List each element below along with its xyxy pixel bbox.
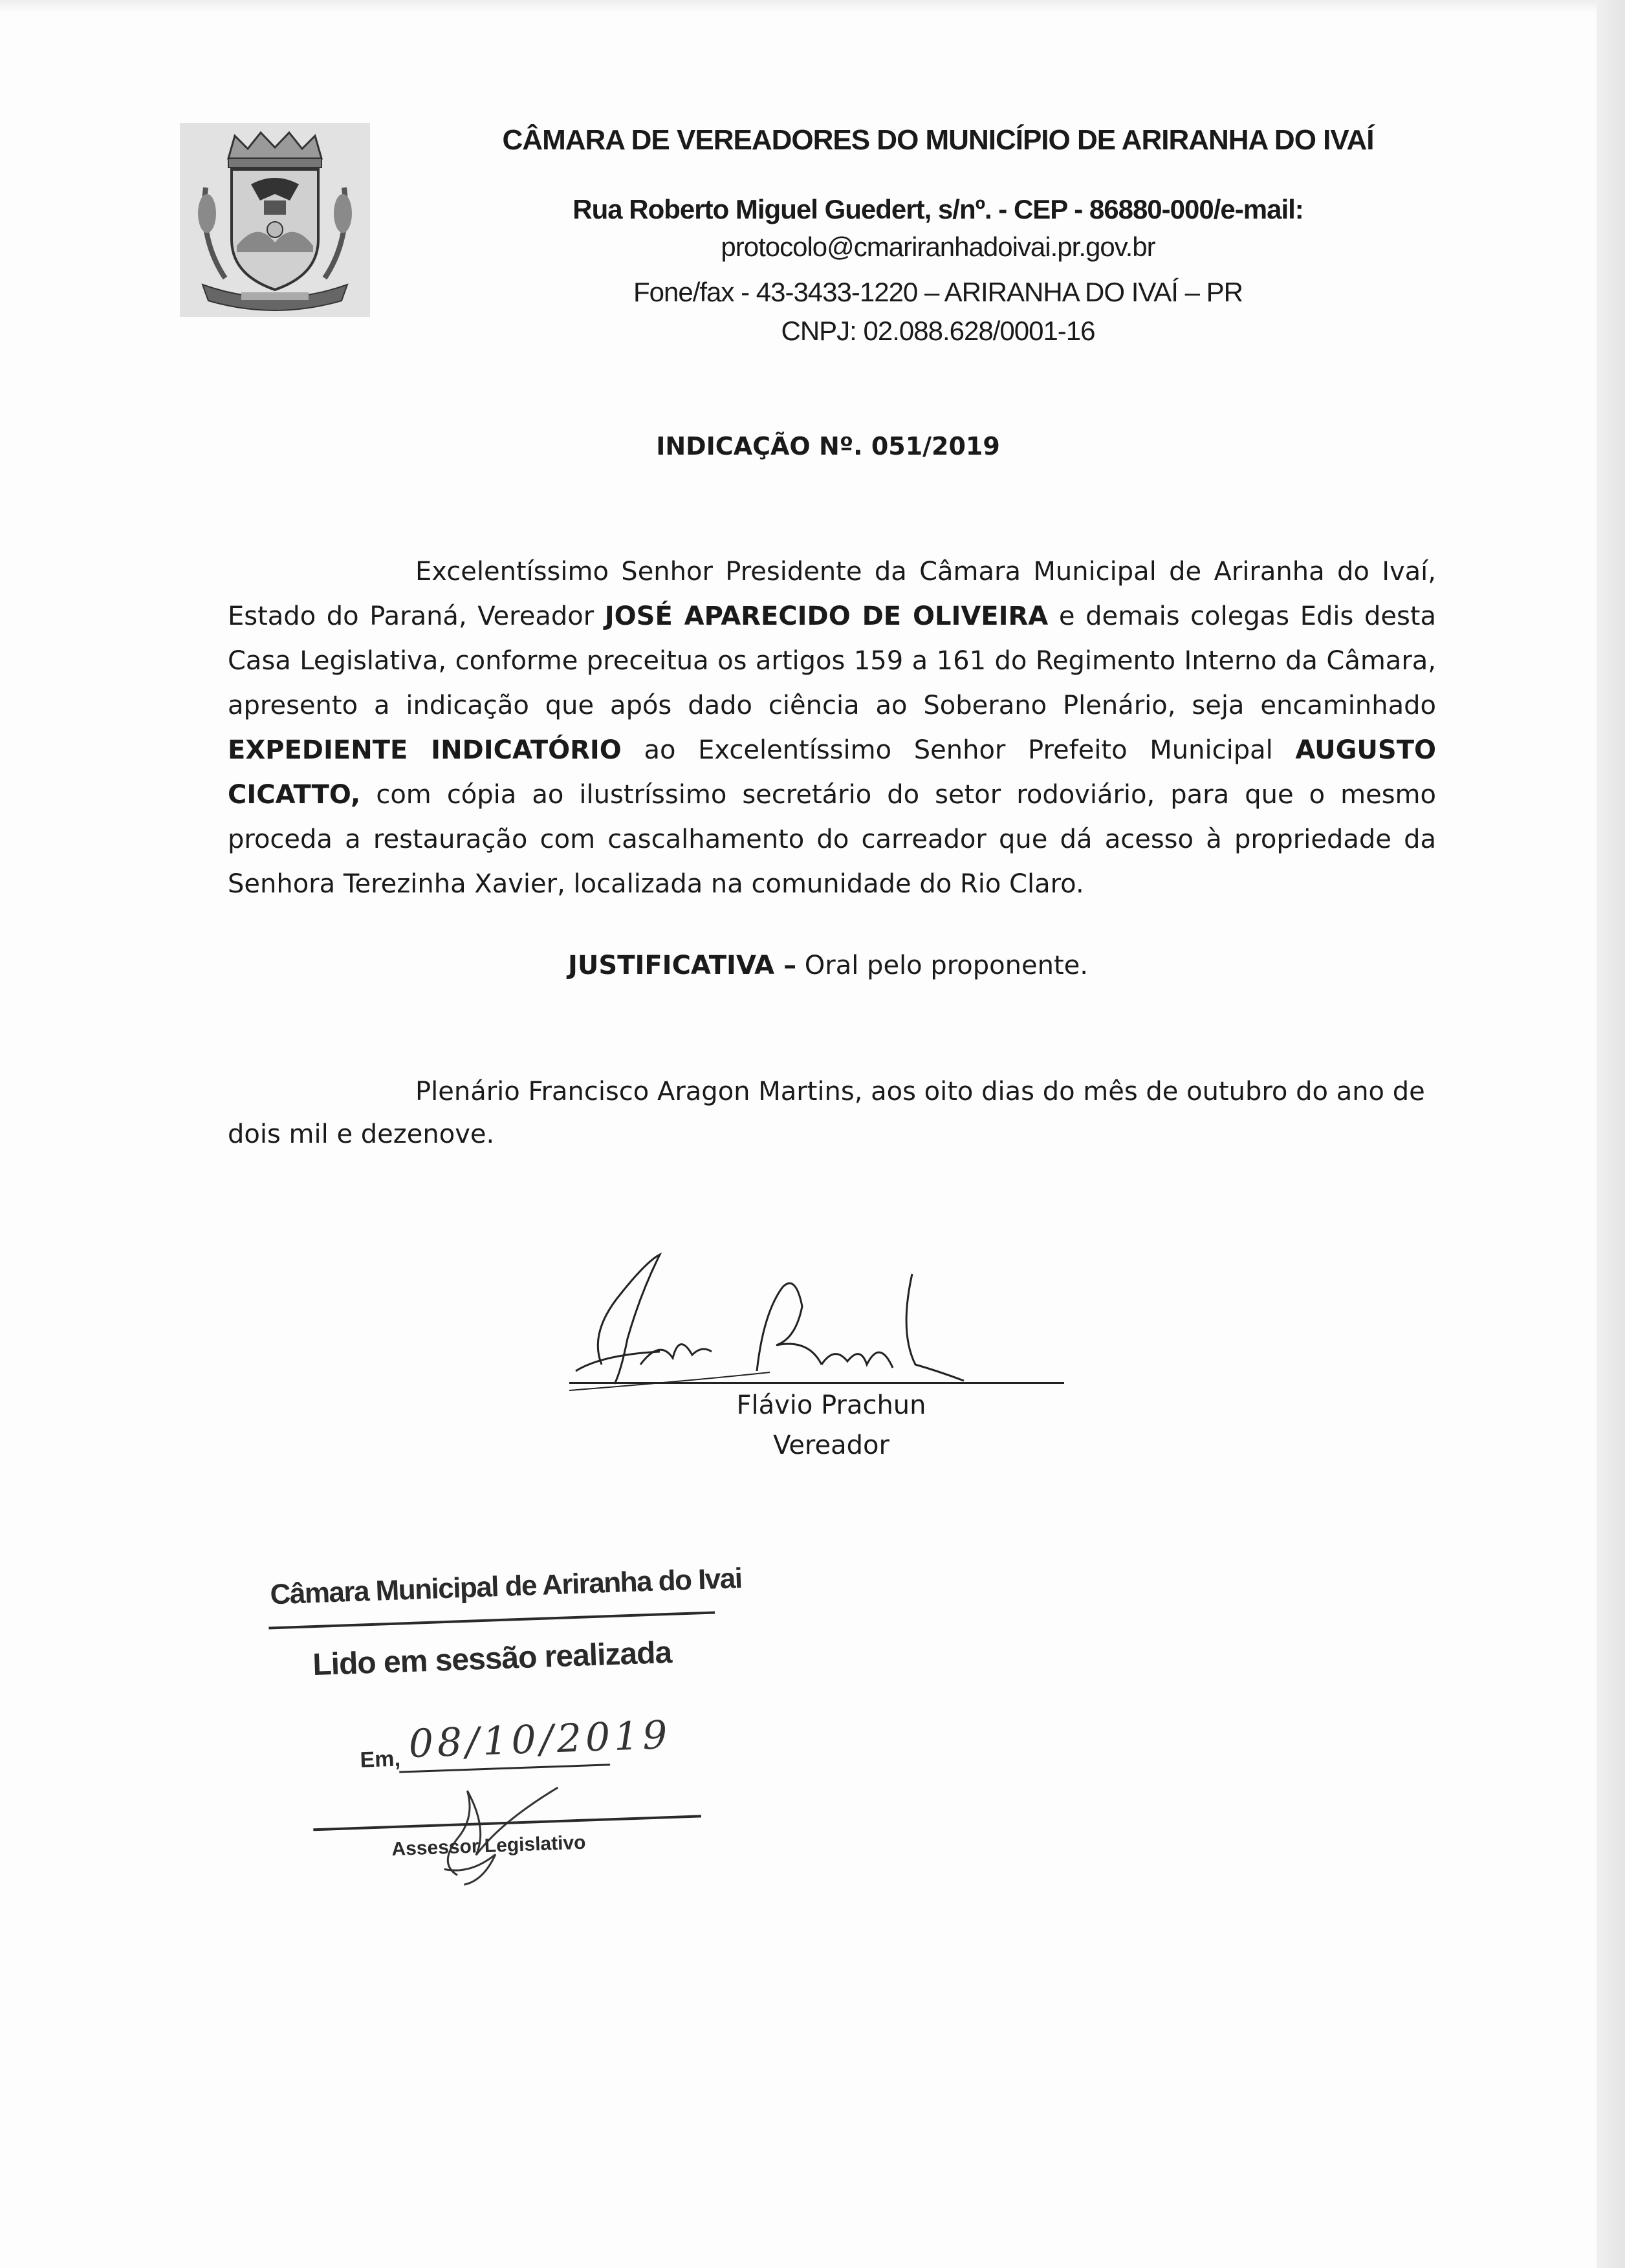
header-address: Rua Roberto Miguel Guedert, s/nº. - CEP - 86880-000/e-mail: (573, 194, 1303, 224)
justification-label: JUSTIFICATIVA – (568, 951, 797, 980)
closing-paragraph: Plenário Francisco Aragon Martins, aos oito dias do mês de outubro do ano de dois mil e dezenove. (228, 1077, 1425, 1149)
expediente-label: EXPEDIENTE INDICATÓRIO (228, 735, 622, 765)
president-name: JOSÉ APARECIDO DE OLIVEIRA (604, 601, 1049, 631)
stamp-read-text: Lido em sessão realizada (312, 1635, 672, 1683)
document-title: INDICAÇÃO Nº. 051/2019 (656, 432, 1000, 460)
stamp-date: 08/10/2019 (408, 1712, 672, 1767)
header-title: CÂMARA DE VEREADORES DO MUNICÍPIO DE ARIRANHA DO IVAÍ (502, 124, 1374, 156)
mayor-name: AUGUSTO CICATTO, (228, 735, 1436, 810)
scan-edge-right (1597, 0, 1625, 2268)
signer-name: Flávio Prachun (736, 1390, 926, 1420)
stamp-organization: Câmara Municipal de Ariranha do Ivai (269, 1562, 743, 1611)
header-cnpj: CNPJ: 02.088.628/0001-16 (781, 316, 1095, 346)
stamp-underline (268, 1611, 715, 1629)
signature-line (569, 1382, 1064, 1384)
stamp-role: Assessor Legislativo (391, 1831, 587, 1861)
justification-text: Oral pelo proponente. (796, 951, 1088, 980)
stamp-initials-signature (396, 1775, 568, 1890)
body-part-2: e demais colegas Edis desta Casa Legislativa, conforme preceitua os artigos 159 a 161 do Regimento Interno da Câmara, apresento a indicação que após dado ciência ao Soberano Plenário, seja encaminhado (228, 601, 1436, 720)
stamp-em-label: Em, (359, 1746, 401, 1773)
document-body-paragraph (228, 550, 1436, 907)
header-email: protocolo@cmariranhadoivai.pr.gov.br (721, 232, 1155, 262)
handwritten-signature (563, 1235, 977, 1403)
body-part-4: com cópia ao ilustríssimo secretário do setor rodoviário, para que o mesmo proceda a restauração com cascalhamento do carreador que dá acesso à propriedade da Senhora Terezinha Xavier, localizada na comunidade do Rio Claro. (228, 780, 1436, 899)
reading-stamp (259, 1548, 761, 1888)
municipal-coat-of-arms-icon (180, 123, 370, 317)
justification (388, 951, 1268, 980)
header-phone: Fone/fax - 43-3433-1220 – ARIRANHA DO IVAÍ – PR (633, 277, 1243, 307)
body-part-1: Excelentíssimo Senhor Presidente da Câmara Municipal de Ariranha do Ivaí, Estado do Paraná, Vereador (228, 557, 1436, 631)
body-part-3: ao Excelentíssimo Senhor Prefeito Municipal (621, 735, 1296, 765)
signer-role: Vereador (773, 1431, 889, 1460)
scan-edge-top (0, 0, 1625, 13)
